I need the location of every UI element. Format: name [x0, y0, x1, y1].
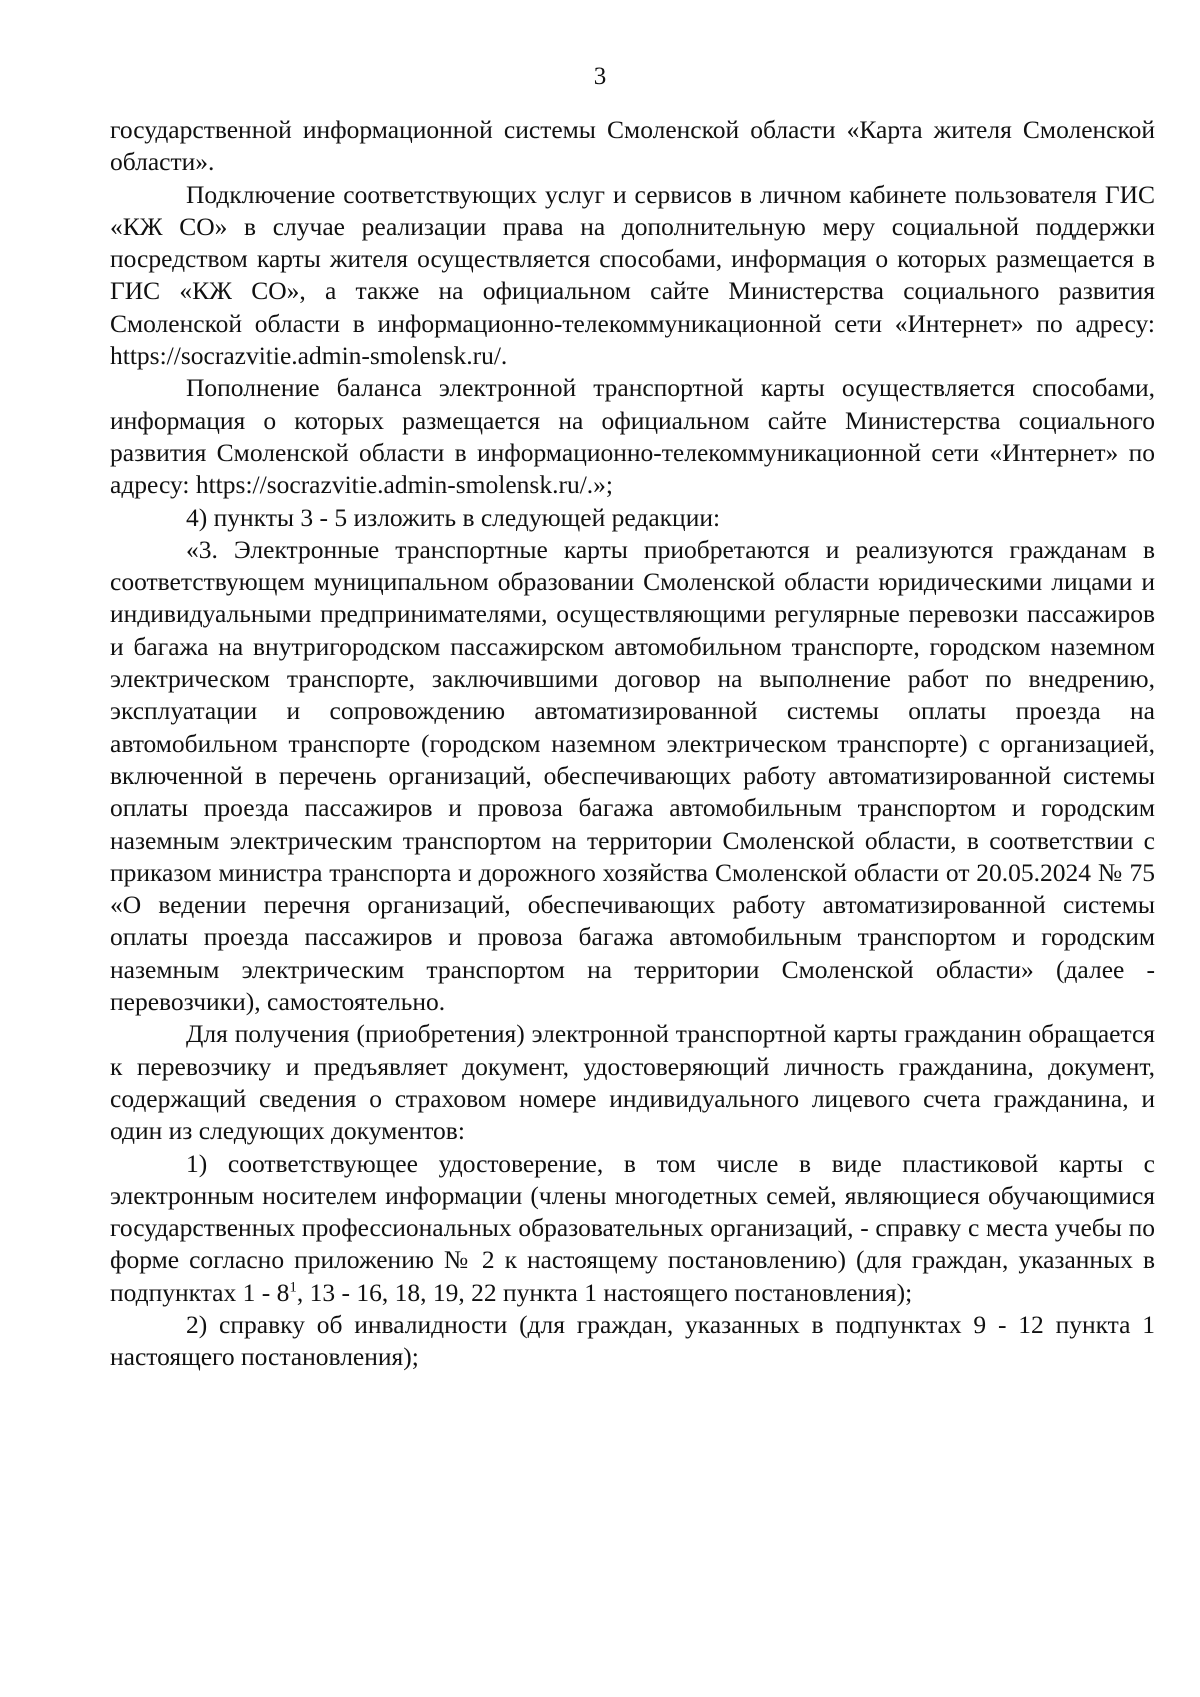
superscript-index: 1: [289, 1279, 297, 1296]
page-number: 3: [593, 63, 607, 90]
paragraph-clause-3: «3. Электронные транспортные карты приобретаются и реализуются гражданам в соответствующем муниципальном образовании Смоленской области юридическими лицами и индивидуальными предпринимателями, осуществляющими регулярные перевозки пассажиров и багажа на внутригородском пассажирском автомобильном транспорте, городском наземном электрическом транспорте, заключившими договор на выполнение работ по внедрению, эксплуатации и сопровождению автоматизированной системы оплаты проезда на автомобильном транспорте (городском наземном электрическом транспорте) с организацией, включенной в перечень организаций, обеспечивающих работу автоматизированной системы оплаты проезда пассажиров и провоза багажа автомобильным транспортом и городским наземным электрическим транспортом на территории Смоленской области, в соответствии с приказом министра транспорта и дорожного хозяйства Смоленской области от 20.05.2024 № 75 «О ведении перечня организаций, обеспечивающих работу автоматизированной системы оплаты проезда пассажиров и провоза багажа автомобильным транспортом и городским наземным электрическим транспортом на территории Смоленской области» (далее - перевозчики), самостоятельно.: [110, 534, 1155, 1017]
list-item-2: 2) справку об инвалидности (для граждан, указанных в подпунктах 9 - 12 пункта 1 настоящего постановления);: [110, 1309, 1155, 1372]
paragraph-connection: Подключение соответствующих услуг и сервисов в личном кабинете пользователя ГИС «КЖ СО» в случае реализации права на дополнительную меру социальной поддержки посредством карты жителя осуществляется способами, информация о которых размещается в ГИС «КЖ СО», а также на официальном сайте Министерства социального развития Смоленской области в информационно-телекоммуникационной сети «Интернет» по адресу: https://socrazvitie.admin-smolensk.ru/.: [110, 179, 1155, 371]
paragraph-continuation: государственной информационной системы Смоленской области «Карта жителя Смоленской области».: [110, 115, 1155, 177]
list-item-1-text: 1) соответствующее удостоверение, в том числе в виде пластиковой карты с электронным носителем информации (члены многодетных семей, являющиеся обучающимися государственных профессиональных образовательных организаций, - справку с места учебы по форме согласно приложению № 2 к настоящему постановлению) (для граждан, указанных в подпунктах 1 - 8: [110, 1148, 1155, 1307]
list-item-1: [110, 1148, 1155, 1309]
document-body: [110, 114, 1155, 1374]
list-item-1-tail: , 13 - 16, 18, 19, 22 пункта 1 настоящего постановления);: [296, 1277, 913, 1307]
paragraph-item-4: 4) пункты 3 - 5 изложить в следующей редакции:: [186, 502, 721, 532]
paragraph-balance: Пополнение баланса электронной транспортной карты осуществляется способами, информация о которых размещается на официальном сайте Министерства социального развития Смоленской области в информационно-телекоммуникационной сети «Интернет» по адресу: https://socrazvitie.admin-smolensk.ru/.»;: [110, 373, 1155, 500]
paragraph-obtaining: Для получения (приобретения) электронной транспортной карты гражданин обращается к перевозчику и предъявляет документ, удостоверяющий личность гражданина, документ, содержащий сведения о страховом номере индивидуального лицевого счета гражданина, и один из следующих документов:: [110, 1019, 1155, 1146]
